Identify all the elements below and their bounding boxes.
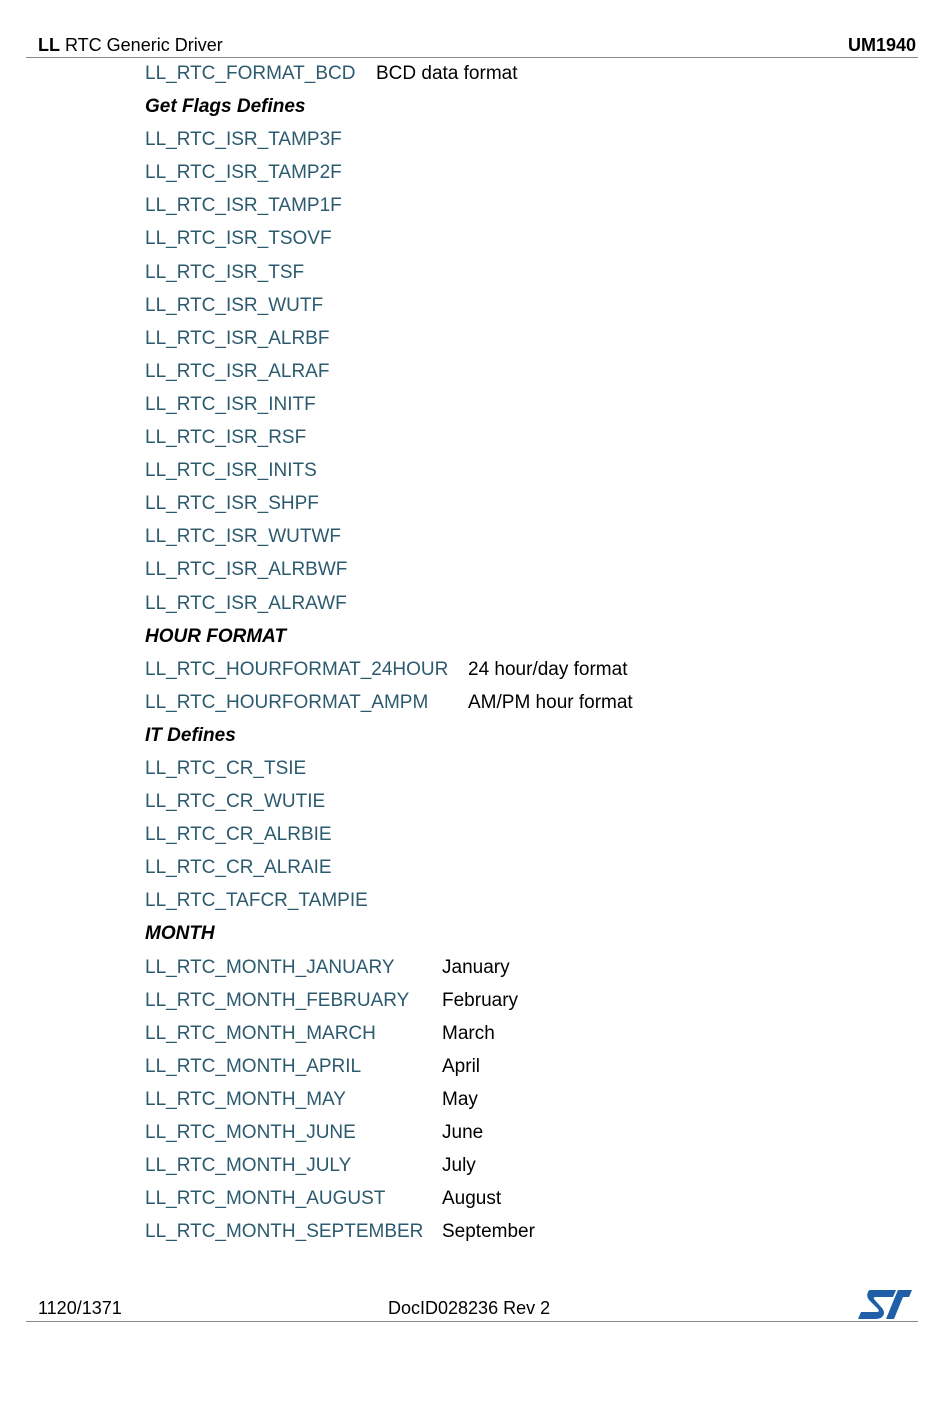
section-heading (145, 93, 920, 126)
section-heading-text: IT Defines (145, 724, 236, 746)
define-row (145, 590, 920, 623)
define-row (145, 523, 920, 556)
define-description: September (442, 1221, 535, 1243)
define-name: LL_RTC_ISR_ALRBF (145, 327, 330, 349)
define-name: LL_RTC_ISR_WUTWF (145, 526, 342, 548)
define-row (145, 159, 920, 192)
define-description: 24 hour/day format (468, 658, 628, 680)
define-row (145, 192, 920, 225)
st-logo-icon (856, 1288, 912, 1320)
section-heading-text: MONTH (145, 923, 215, 945)
define-name: LL_RTC_CR_ALRBIE (145, 824, 332, 846)
page-header (26, 35, 918, 58)
define-row (145, 292, 920, 325)
define-row (145, 987, 920, 1020)
define-name: LL_RTC_ISR_TSF (145, 261, 305, 283)
define-row (145, 259, 920, 292)
define-row (145, 887, 920, 920)
define-description: January (442, 956, 510, 978)
define-name: LL_RTC_FORMAT_BCD (145, 63, 356, 84)
section-heading (145, 722, 920, 755)
section-heading (145, 920, 920, 953)
define-description: July (442, 1155, 476, 1177)
define-row (145, 457, 920, 490)
define-row (145, 225, 920, 258)
define-name: LL_RTC_ISR_TSOVF (145, 228, 332, 250)
define-name: LL_RTC_ISR_TAMP2F (145, 162, 342, 184)
define-name: LL_RTC_ISR_ALRBWF (145, 559, 348, 581)
define-description: BCD data format (376, 63, 518, 84)
define-name: LL_RTC_ISR_TAMP1F (145, 195, 342, 217)
define-row (145, 556, 920, 589)
define-name: LL_RTC_MONTH_AUGUST (145, 1188, 386, 1210)
define-row (145, 1185, 920, 1218)
define-row (145, 1086, 920, 1119)
define-name: LL_RTC_ISR_TAMP3F (145, 129, 342, 151)
define-row (145, 358, 920, 391)
define-row (145, 424, 920, 457)
define-row (145, 788, 920, 821)
define-row (145, 1020, 920, 1053)
define-row (145, 755, 920, 788)
define-row (145, 854, 920, 887)
define-row (145, 954, 920, 987)
document-number: UM1940 (847, 35, 916, 55)
define-row (145, 689, 920, 722)
define-name: LL_RTC_ISR_INITS (145, 460, 317, 482)
define-description: June (442, 1122, 484, 1143)
define-row (145, 60, 920, 93)
define-name: LL_RTC_MONTH_FEBRUARY (145, 989, 410, 1011)
define-name: LL_RTC_ISR_RSF (145, 427, 307, 449)
define-name: LL_RTC_HOURFORMAT_AMPM (145, 691, 429, 713)
header-title-bold: LL (38, 35, 60, 55)
define-name: LL_RTC_ISR_WUTF (145, 294, 324, 316)
doc-id: DocID028236 Rev 2 (388, 1298, 551, 1318)
section-heading-text: HOUR FORMAT (145, 625, 287, 647)
define-row (145, 490, 920, 523)
define-name: LL_RTC_MONTH_JUNE (145, 1122, 356, 1143)
header-title-text: RTC Generic Driver (60, 35, 223, 55)
define-name: LL_RTC_MONTH_MARCH (145, 1022, 376, 1044)
define-row (145, 1119, 920, 1152)
define-row (145, 391, 920, 424)
define-row (145, 1218, 920, 1251)
define-name: LL_RTC_ISR_SHPF (145, 493, 319, 515)
define-name: LL_RTC_MONTH_APRIL (145, 1055, 362, 1077)
section-heading-text: Get Flags Defines (145, 96, 306, 118)
define-row (145, 325, 920, 358)
define-row (145, 1053, 920, 1086)
header-title (38, 35, 223, 56)
define-name: LL_RTC_CR_ALRAIE (145, 857, 332, 879)
define-name: LL_RTC_MONTH_JULY (145, 1155, 352, 1177)
define-name: LL_RTC_HOURFORMAT_24HOUR (145, 658, 449, 680)
define-name: LL_RTC_ISR_INITF (145, 393, 316, 415)
define-name: LL_RTC_MONTH_SEPTEMBER (145, 1221, 424, 1243)
define-description: AM/PM hour format (468, 691, 633, 713)
define-description: August (442, 1188, 502, 1210)
define-description: March (442, 1022, 495, 1044)
define-name: LL_RTC_CR_WUTIE (145, 791, 326, 813)
define-name: LL_RTC_ISR_ALRAF (145, 360, 330, 382)
define-description: February (442, 989, 519, 1011)
define-description: May (442, 1088, 478, 1110)
define-name: LL_RTC_TAFCR_TAMPIE (145, 890, 368, 912)
define-row (145, 821, 920, 854)
define-name: LL_RTC_MONTH_MAY (145, 1088, 346, 1110)
define-name: LL_RTC_MONTH_JANUARY (145, 956, 395, 978)
define-row (145, 1152, 920, 1185)
define-description: April (442, 1055, 481, 1077)
define-list (145, 60, 920, 1251)
define-name: LL_RTC_ISR_ALRAWF (145, 592, 347, 614)
define-row (145, 656, 920, 689)
define-name: LL_RTC_CR_TSIE (145, 757, 307, 779)
section-heading (145, 623, 920, 656)
page-number: 1120/1371 (38, 1298, 122, 1318)
define-row (145, 126, 920, 159)
page-footer (26, 1296, 918, 1322)
